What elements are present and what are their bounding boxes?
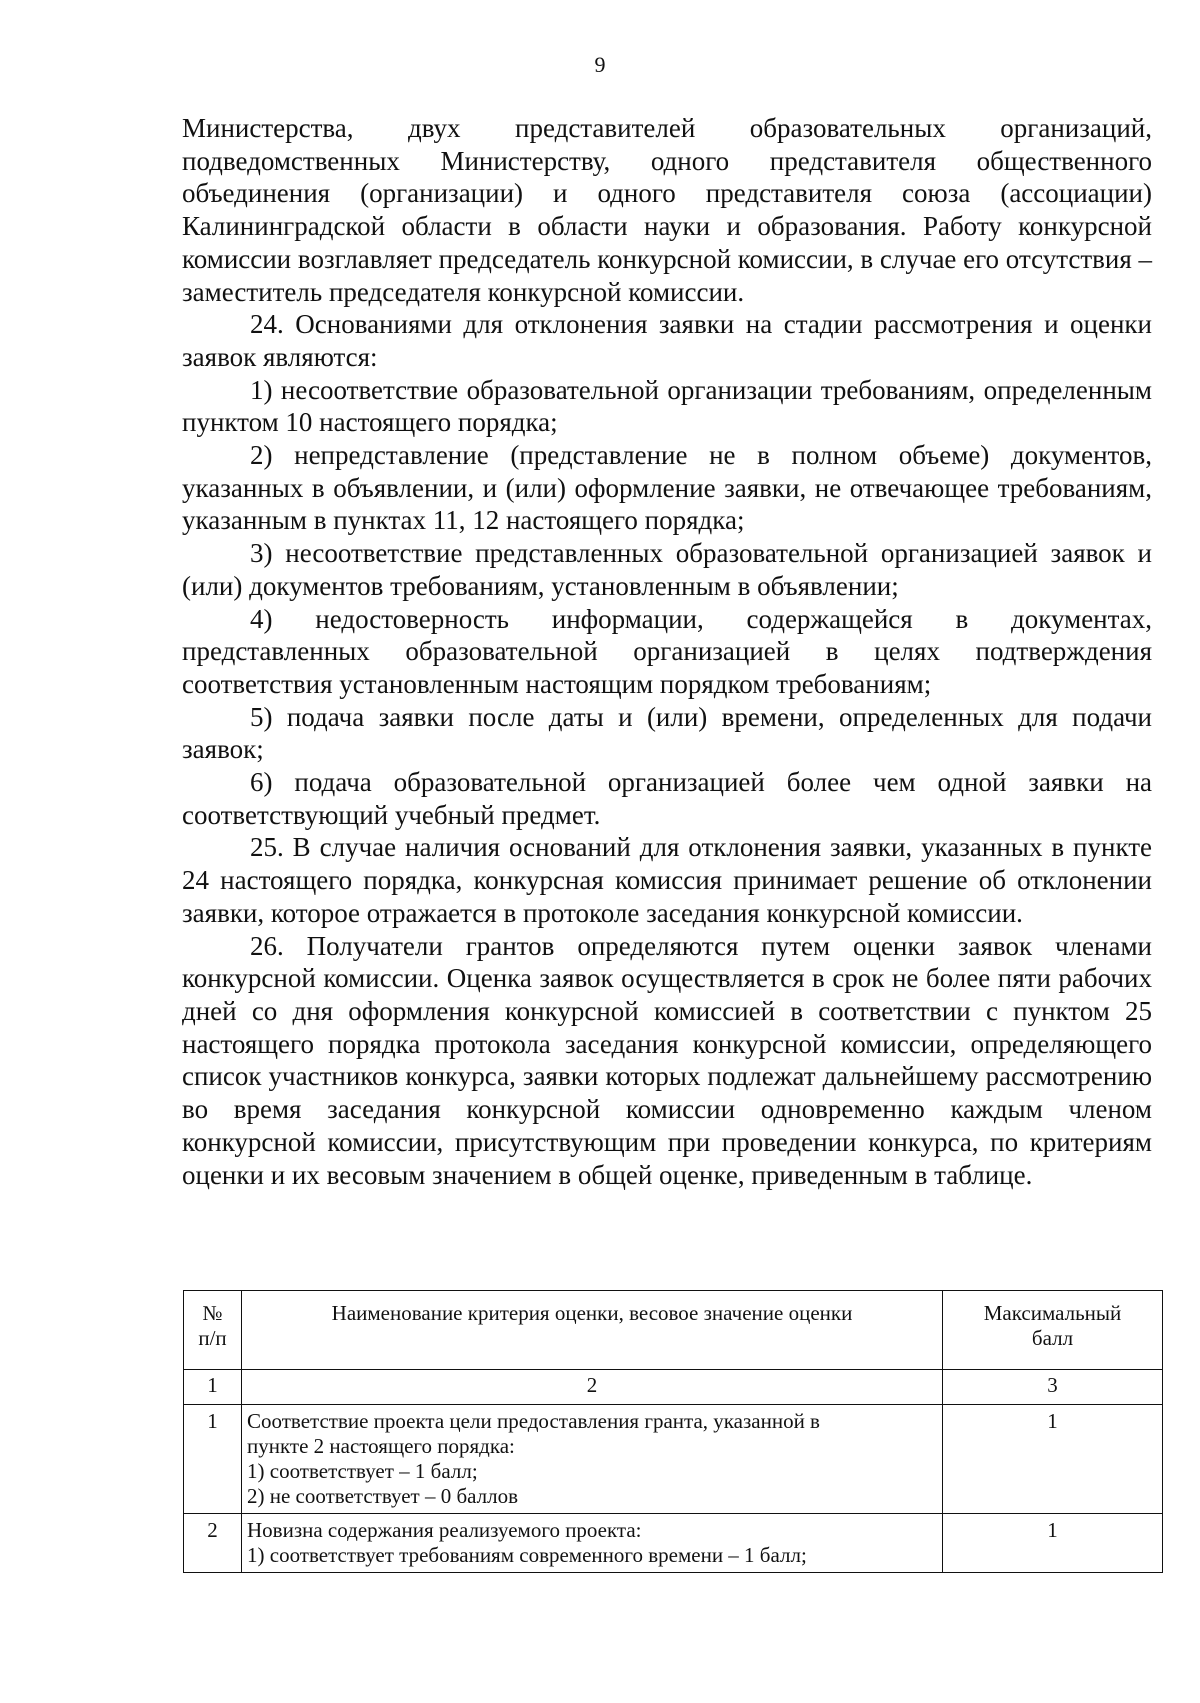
paragraph: 25. В случае наличия оснований для отклонения заявки, указанных в пункте 24 настоящего порядка, конкурсная комиссия принимает решение об отклонении заявки, которое отражается в протоколе заседания конкурсной комиссии. [182, 832, 1152, 928]
paragraph: 5) подача заявки после даты и (или) времени, определенных для подачи заявок; [182, 701, 1152, 765]
paragraph: Министерства, двух представителей образовательных организаций, подведомственных Министерству, одного представителя общественного объединения (организации) и одного представителя союза (ассоциации) Калининградской области в области науки и образования. Работу конкурсной комиссии возглавляет председатель конкурсной комиссии, в случае его отсутствия – заместитель председателя конкурсной комиссии. [182, 113, 1152, 307]
criterion-cell [242, 1405, 943, 1514]
header-max-score [943, 1291, 1163, 1370]
document-body [182, 112, 1152, 1191]
criterion-line: пункте 2 настоящего порядка: [247, 1434, 515, 1458]
header-score-line: балл [1031, 1326, 1074, 1350]
column-numbering-row [184, 1370, 1163, 1405]
row-number: 2 [184, 1514, 242, 1573]
max-score-cell: 1 [943, 1514, 1163, 1573]
paragraph: 4) недостоверность информации, содержащейся в документах, представленных образовательной организацией в целях подтверждения соответствия установленным настоящим порядком требованиям; [182, 603, 1152, 699]
header-score-line: Максимальный [983, 1301, 1122, 1325]
criterion-cell [242, 1514, 943, 1573]
page-number: 9 [594, 52, 606, 77]
header-number-line: п/п [198, 1326, 227, 1350]
criterion-line: 2) не соответствует – 0 баллов [247, 1484, 519, 1508]
column-number: 2 [242, 1370, 943, 1405]
criterion-line: 1) соответствует – 1 балл; [247, 1459, 478, 1483]
max-score-cell: 1 [943, 1405, 1163, 1514]
header-number-line: № [202, 1301, 223, 1325]
criterion-line: Соответствие проекта цели предоставления гранта, указанной в [247, 1409, 820, 1433]
header-criterion: Наименование критерия оценки, весовое значение оценки [242, 1291, 943, 1370]
paragraph: 26. Получатели грантов определяются путем оценки заявок членами конкурсной комиссии. Оценка заявок осуществляется в срок не более пяти рабочих дней со дня оформления конкурсной комиссией в соответствии с пунктом 25 настоящего порядка протокола заседания конкурсной комиссии, определяющего список участников конкурса, заявки которых подлежат дальнейшему рассмотрению во время заседания конкурсной комиссии одновременно каждым членом конкурсной комиссии, присутствующим при проведении конкурса, по критериям оценки и их весовым значением в общей оценке, приведенным в таблице. [182, 930, 1152, 1190]
paragraph: 1) несоответствие образовательной организации требованиям, определенным пунктом 10 настоящего порядка; [182, 374, 1152, 438]
paragraph: 6) подача образовательной организацией более чем одной заявки на соответствующий учебный предмет. [182, 767, 1152, 830]
table-header-row [184, 1291, 1163, 1370]
table-row [184, 1405, 1163, 1514]
paragraph: 2) непредставление (представление не в полном объеме) документов, указанных в объявлении, и (или) оформление заявки, не отвечающее требованиям, указанным в пунктах 11, 12 настоящего порядка; [182, 440, 1152, 536]
row-number: 1 [184, 1405, 242, 1514]
paragraph: 24. Основаниями для отклонения заявки на стадии рассмотрения и оценки заявок являются: [182, 309, 1152, 372]
column-number: 3 [943, 1370, 1163, 1405]
criterion-line: 1) соответствует требованиям современного времени – 1 балл; [247, 1543, 807, 1567]
table-row [184, 1514, 1163, 1573]
paragraph: 3) несоответствие представленных образовательной организацией заявок и (или) документов требованиям, установленным в объявлении; [182, 538, 1152, 601]
column-number: 1 [184, 1370, 242, 1405]
criteria-table [183, 1290, 1163, 1573]
criterion-line: Новизна содержания реализуемого проекта: [247, 1518, 642, 1542]
header-number [184, 1291, 242, 1370]
